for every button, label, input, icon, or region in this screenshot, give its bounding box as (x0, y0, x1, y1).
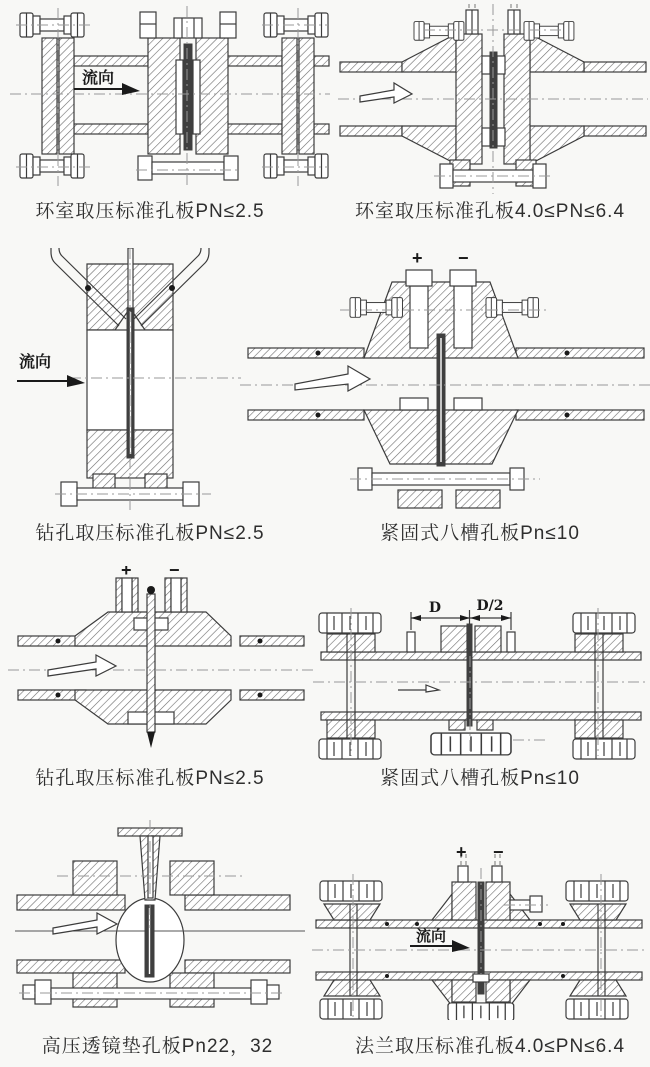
figure-caption-7: 高压透镜垫孔板Pn22，32 (41, 1036, 274, 1057)
tap-stub (507, 632, 515, 652)
pipe-and-body (248, 270, 644, 466)
figure-caption-3: 钻孔取压标准孔板PN≤2.5 (35, 523, 265, 544)
figure-drilled-tap-orifice-pn25-vertical (15, 248, 245, 510)
figure-flange-tap-orifice-pn40-64 (312, 824, 647, 1020)
figure-caption-5: 钻孔取压标准孔板PN≤2.5 (35, 768, 265, 789)
figure-caption-4: 紧固式八槽孔板Pn≤10 (380, 523, 580, 544)
figure-caption-2: 环室取压标准孔板4.0≤PN≤6.4 (354, 201, 626, 222)
flow-direction-label: 流向 (416, 928, 447, 945)
flow-direction (410, 927, 470, 952)
figure-annular-tap-orifice-pn40-64 (338, 4, 648, 194)
drawing-drilled-tap-orifice-pn25-vertical (15, 248, 245, 510)
plus-tap-label: + (456, 842, 467, 862)
flow-arrow (48, 655, 116, 676)
dimension-d-half-label: D/2 (476, 598, 504, 614)
tap-fitting (174, 18, 202, 38)
pipe-and-body (18, 586, 304, 748)
orifice-plate (184, 44, 192, 150)
orifice-plate (467, 624, 472, 726)
drawing-clamped-eight-slot-orifice-dimensioned (313, 568, 648, 760)
figure-clamped-eight-slot-orifice-pn10 (240, 246, 650, 511)
figure-caption-6: 紧固式八槽孔板Pn≤10 (380, 768, 580, 789)
flow-direction (17, 352, 85, 387)
flow-direction (74, 68, 140, 95)
flow-direction-label: 流向 (19, 354, 52, 371)
minus-tap-label: − (169, 566, 180, 580)
drawing-clamped-eight-slot-orifice-pn10 (240, 246, 650, 511)
drawing-annular-tap-orifice-pn40-64 (338, 4, 648, 194)
minus-tap-label: − (458, 248, 469, 268)
flow-arrow (360, 83, 412, 103)
minus-tap-label: − (493, 842, 504, 862)
figure-high-pressure-lens-gasket-orifice (15, 820, 305, 1020)
drawing-annular-tap-orifice-pn25 (10, 4, 330, 190)
bottom-bolt (23, 980, 279, 1004)
plus-tap-label: + (412, 248, 423, 268)
orifice-plate (147, 594, 155, 732)
drain-arrow (147, 732, 155, 748)
figure-annular-tap-orifice-pn25 (10, 4, 330, 190)
tap-fitting (454, 286, 472, 348)
figure-caption-1: 环室取压标准孔板PN≤2.5 (35, 201, 265, 222)
pipe-and-flanges (321, 624, 641, 738)
figure-drilled-tap-orifice-pn25-horizontal (8, 566, 313, 756)
flow-arrow (295, 366, 370, 391)
drawing-high-pressure-lens-gasket-orifice (15, 820, 305, 1020)
flow-direction-label: 流向 (82, 70, 115, 87)
tap-fitting (410, 286, 428, 348)
plus-tap-label: + (121, 566, 132, 580)
drawing-flange-tap-orifice-pn40-64 (312, 824, 647, 1020)
drawing-drilled-tap-orifice-pn25-horizontal (8, 566, 313, 756)
dimension-d-label: D (428, 600, 442, 616)
flow-arrow (398, 685, 439, 692)
figure-caption-8: 法兰取压标准孔板4.0≤PN≤6.4 (354, 1036, 626, 1057)
tap-stub (407, 632, 415, 652)
dimension-annotation (411, 598, 511, 630)
figure-clamped-eight-slot-orifice-pn10-dimensioned (313, 568, 648, 760)
